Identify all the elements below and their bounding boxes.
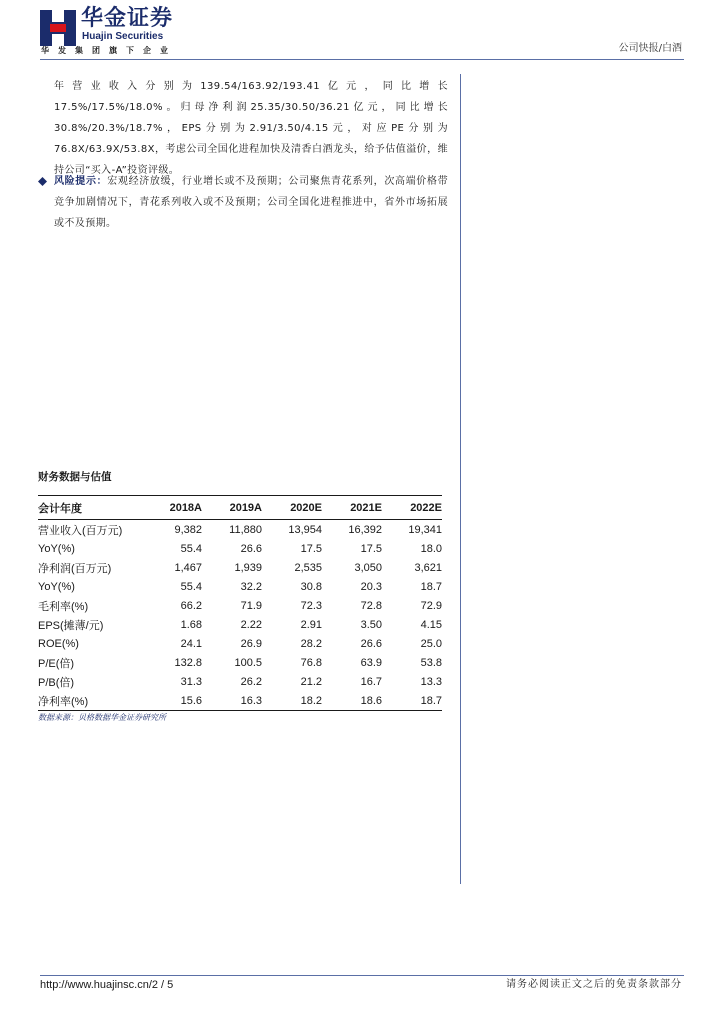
risk-title: 风险提示： [54, 176, 108, 187]
risk-text: 宏观经济放缓，行业增长或不及预期；公司聚焦青花系列，次高端价格带竞争加剧情况下，青花系列收入或不及预期；公司全国化进程推进中，省外市场拓展或不及预期。 [54, 176, 448, 229]
table-cell: 71.9 [240, 599, 262, 612]
valuation-paragraph: 年营业收入分别为139.54/163.92/193.41亿元，同比增长17.5%/17.5%/18.0%。归母净利润25.35/30.50/36.21亿元，同比增长30.8%/20.3%/18.7%，EPS分别为2.91/3.50/4.15元，对应PE分别为76.8X/63.9X/53.8X，考虑公司全国化进程加快及清香白酒龙头，给予估值溢价，维持公司“买入-A”投资评级。 [54, 81, 448, 176]
table-row [38, 653, 442, 672]
table-cell: 11,880 [229, 523, 262, 536]
table-cell: 30.8 [300, 580, 322, 593]
row-label: 净利润(百万元) [38, 562, 112, 575]
row-label: YoY(%) [38, 580, 75, 593]
table-cell: 16,392 [348, 523, 382, 536]
table-cell: 76.8 [300, 656, 322, 669]
table-cell: 2.91 [300, 618, 322, 631]
table-cell: 66.2 [180, 599, 202, 612]
table-cell: 63.9 [360, 656, 382, 669]
table-cell: 26.6 [360, 637, 382, 650]
table-cell: 3,621 [414, 561, 442, 574]
row-label: 净利率(%) [38, 695, 89, 708]
table-cell: 2,535 [294, 561, 322, 574]
table-cell: 1,939 [234, 561, 262, 574]
row-label: ROE(%) [38, 637, 79, 650]
financial-table [38, 495, 442, 711]
footer-disclaimer: 请务必阅读正文之后的免责条款部分 [506, 979, 682, 990]
table-cell: 13.3 [420, 675, 442, 688]
table-cell: 24.1 [180, 637, 202, 650]
table-row [38, 577, 442, 596]
table-cell: 19,341 [408, 523, 442, 536]
table-cell: 17.5 [360, 542, 382, 555]
table-row [38, 691, 442, 711]
table-cell: 9,382 [174, 523, 202, 536]
huajin-logo-icon [40, 10, 76, 46]
table-cell: 16.3 [240, 694, 262, 707]
table-cell: 1,467 [174, 561, 202, 574]
table-row [38, 539, 442, 558]
row-label: 毛利率(%) [38, 600, 89, 613]
table-cell: 4.15 [420, 618, 442, 631]
row-label: P/B(倍) [38, 676, 75, 689]
table-header-row [38, 496, 442, 520]
table-cell: 32.2 [240, 580, 262, 593]
diamond-bullet-icon [38, 177, 47, 186]
table-cell: 18.2 [300, 694, 322, 707]
row-label: P/E(倍) [38, 657, 75, 670]
table-cell: 18.0 [420, 542, 442, 555]
table-cell: 26.9 [240, 637, 262, 650]
brand-tagline: 华发集团旗下企业 [41, 46, 177, 55]
header-cell: 2022E [410, 501, 442, 514]
table-title: 财务数据与估值 [38, 471, 112, 483]
table-cell: 3,050 [354, 561, 382, 574]
table-cell: 72.3 [300, 599, 322, 612]
report-category: 公司快报/白酒 [618, 43, 682, 54]
header-cell: 会计年度 [38, 502, 82, 515]
table-cell: 15.6 [180, 694, 202, 707]
table-row [38, 634, 442, 653]
brand-name-cn: 华金证券 [81, 6, 174, 31]
table-row [38, 615, 442, 634]
table-cell: 26.6 [240, 542, 262, 555]
brand-name-en: Huajin Securities [82, 31, 164, 42]
table-cell: 17.5 [300, 542, 322, 555]
footer-url-page[interactable]: http://www.huajinsc.cn/2 / 5 [40, 979, 174, 991]
table-row [38, 520, 442, 540]
risk-paragraph [54, 171, 448, 234]
header-cell: 2021E [350, 501, 382, 514]
table-cell: 72.9 [420, 599, 442, 612]
table-cell: 1.68 [180, 618, 202, 631]
table-cell: 132.8 [174, 656, 202, 669]
table-cell: 13,954 [288, 523, 322, 536]
row-label: EPS(摊薄/元) [38, 619, 104, 632]
table-cell: 55.4 [180, 542, 202, 555]
table-cell: 18.7 [420, 694, 442, 707]
header-cell: 2018A [169, 501, 202, 514]
header-divider [40, 59, 684, 60]
table-cell: 31.3 [180, 675, 202, 688]
table-cell: 20.3 [360, 580, 382, 593]
table-row [38, 672, 442, 691]
header-cell: 2020E [290, 501, 322, 514]
table-cell: 18.6 [360, 694, 382, 707]
table-row [38, 596, 442, 615]
table-row [38, 558, 442, 577]
table-cell: 26.2 [240, 675, 262, 688]
sidebar-divider [460, 74, 461, 884]
table-cell: 25.0 [420, 637, 442, 650]
table-cell: 72.8 [360, 599, 382, 612]
table-cell: 18.7 [420, 580, 442, 593]
table-cell: 55.4 [180, 580, 202, 593]
table-cell: 100.5 [234, 656, 262, 669]
table-cell: 2.22 [240, 618, 262, 631]
row-label: YoY(%) [38, 542, 75, 555]
footer-divider [40, 975, 684, 976]
table-cell: 28.2 [300, 637, 322, 650]
table-cell: 21.2 [300, 675, 322, 688]
row-label: 营业收入(百万元) [38, 524, 123, 537]
header-cell: 2019A [229, 501, 262, 514]
data-source-note: 数据来源：贝格数据华金证券研究所 [38, 713, 166, 722]
table-cell: 53.8 [420, 656, 442, 669]
table-cell: 3.50 [360, 618, 382, 631]
table-cell: 16.7 [360, 675, 382, 688]
